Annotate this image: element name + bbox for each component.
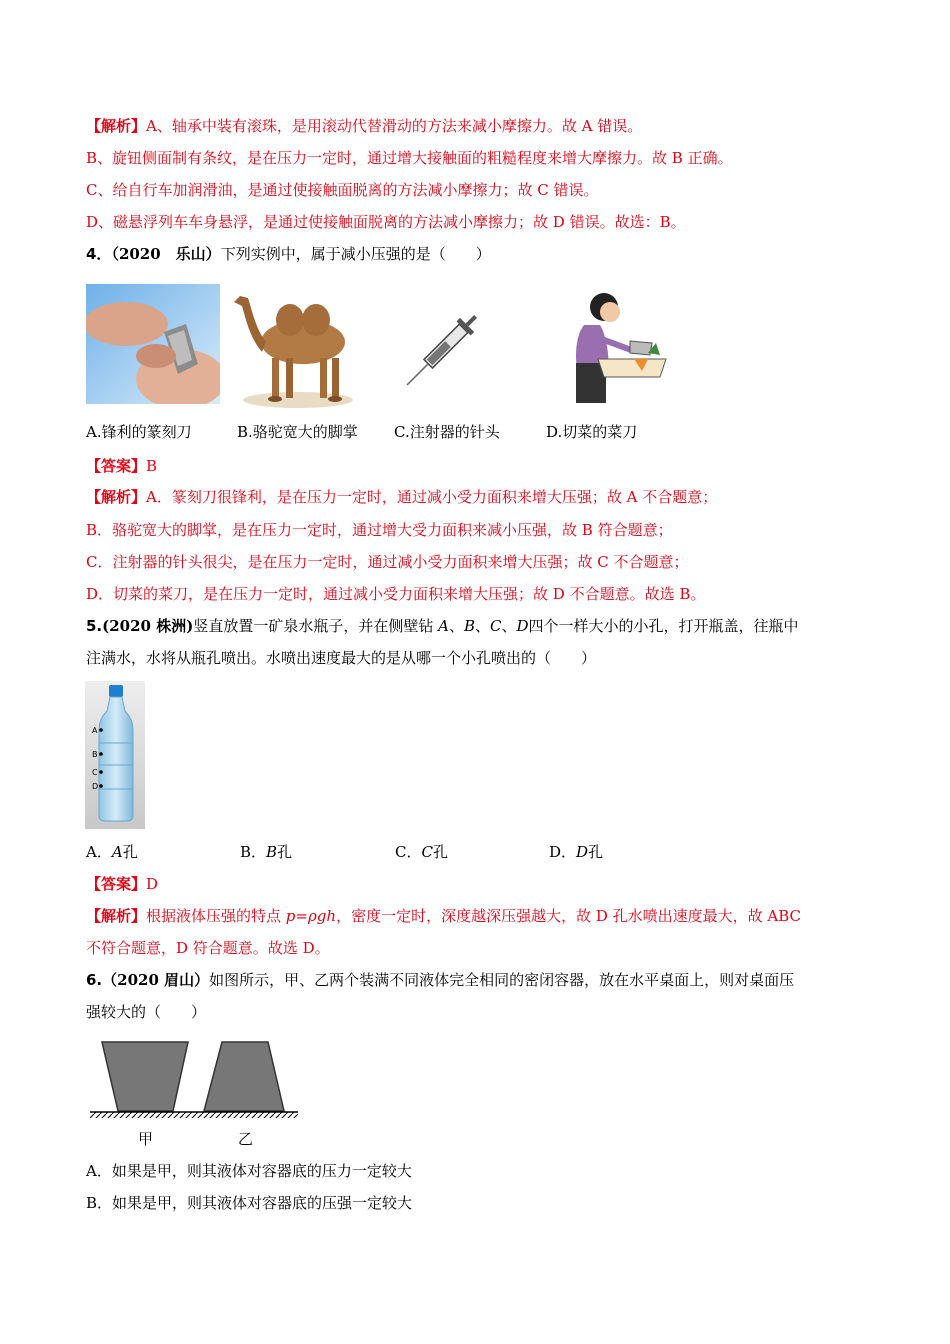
label-jia: 甲: [138, 1130, 154, 1148]
analysis-line: B．骆驼宽大的脚掌，是在压力一定时，通过增大受力面积来减小压强，故 B 符合题意；: [86, 521, 673, 539]
question-5-stem-cont: 注满水，水将从瓶孔喷出。水喷出速度最大的是从哪一个小孔喷出的（ ）: [86, 649, 597, 667]
syringe-image: [400, 296, 495, 391]
analysis-line: B、旋钮侧面制有条纹，是在压力一定时，通过增大接触面的粗糙程度来增大摩擦力。故 B 正确。: [86, 149, 733, 167]
label-yi: 乙: [238, 1130, 254, 1148]
option-b: B．B孔: [240, 843, 293, 861]
question-6-stem-cont: 强较大的（ ）: [86, 1003, 207, 1021]
option-d: D.切菜的菜刀: [546, 423, 638, 441]
question-6-stem: 6.（2020 眉山）如图所示，甲、乙两个装满不同液体完全相同的密闭容器，放在水平桌面上，则对桌面压: [86, 971, 795, 989]
option-b: B．如果是甲，则其液体对容器底的压强一定较大: [86, 1194, 413, 1212]
container-yi: [204, 1042, 284, 1111]
option-b: B.骆驼宽大的脚掌: [237, 423, 358, 441]
answer-line: 【答案】D: [86, 875, 159, 893]
question-4-stem: 4．（2020 乐山）下列实例中，属于减小压强的是（ ）: [86, 245, 491, 263]
bottle-label-c: C: [92, 768, 98, 777]
answer-line: 【答案】B: [86, 457, 158, 475]
option-c: C．C孔: [395, 843, 448, 861]
option-a: A．如果是甲，则其液体对容器底的压力一定较大: [86, 1162, 412, 1180]
bottle-label-d: D: [92, 782, 99, 791]
bottle-label-a: A: [92, 726, 98, 735]
engraving-knife-image: [86, 284, 220, 404]
woman-cutting-vegetables-image: [556, 285, 672, 407]
containers-diagram: [88, 1036, 300, 1152]
bottle-label-b: B: [92, 750, 98, 759]
analysis-line: 【解析】A．篆刻刀很锋利，是在压力一定时，通过减小受力面积来增大压强；故 A 不合题意；: [86, 488, 718, 506]
analysis-line: 【解析】A、轴承中装有滚珠，是用滚动代替滑动的方法来减小摩擦力。故 A 错误。: [86, 117, 643, 135]
analysis-line: C、给自行车加润滑油，是通过使接触面脱离的方法减小摩擦力；故 C 错误。: [86, 181, 599, 199]
analysis-line: D．切菜的菜刀，是在压力一定时，通过减小受力面积来增大压强；故 D 不合题意。故选 B。: [86, 585, 706, 603]
option-a: A.锋利的篆刻刀: [86, 423, 192, 441]
option-d: D．D孔: [549, 843, 604, 861]
container-jia: [102, 1042, 188, 1111]
analysis-line: 【解析】根据液体压强的特点 p=ρgh，密度一定时，深度越深压强越大，故 D 孔水喷出速度最大，故 ABC: [86, 907, 802, 925]
option-c: C.注射器的针头: [394, 423, 500, 441]
question-5-stem: 5.(2020 株洲)竖直放置一矿泉水瓶子，并在侧壁钻 A、B、C、D四个一样大小的小孔，打开瓶盖，往瓶中: [86, 617, 799, 635]
water-bottle-image: [85, 681, 145, 829]
analysis-line: D、磁悬浮列车车身悬浮，是通过使接触面脱离的方法减小摩擦力；故 D 错误。故选：B。: [86, 213, 686, 231]
analysis-line: 不符合题意，D 符合题意。故选 D。: [86, 939, 330, 957]
camel-image: [228, 280, 366, 410]
option-a: A．A孔: [86, 843, 138, 861]
analysis-line: C．注射器的针头很尖，是在压力一定时，通过减小受力面积来增大压强；故 C 不合题意；: [86, 553, 689, 571]
